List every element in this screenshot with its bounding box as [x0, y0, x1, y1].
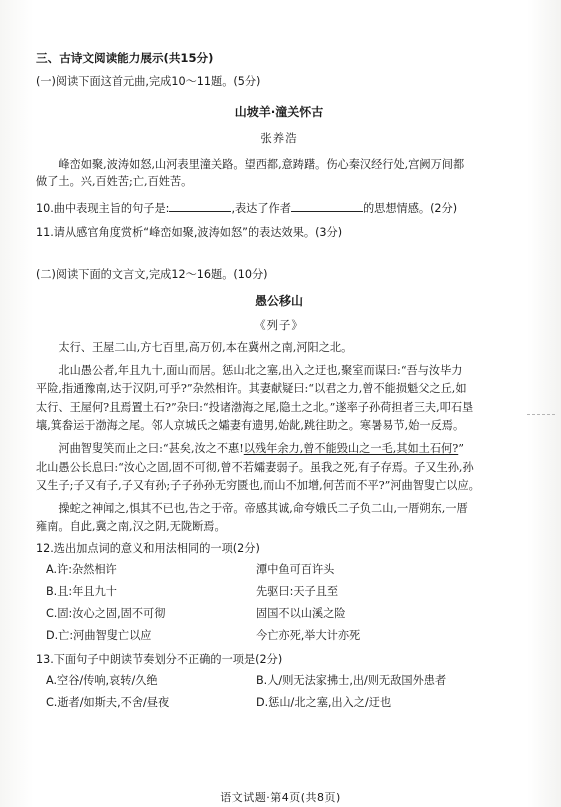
paragraph-1	[36, 339, 522, 358]
option-d-compare: 今亡亦死,举大计亦死	[256, 628, 361, 642]
option-b[interactable]: B.且:年且九十	[46, 584, 117, 598]
section-title: 三、古诗文阅读能力展示(共15分)	[36, 51, 214, 65]
option-b-compare: 先驱曰:天子且至	[256, 584, 339, 598]
option-b[interactable]: B.人/则无法家拂士,出/则无敌国外患者	[256, 673, 447, 687]
paragraph-line: 北山愚公者,年且九十,面山而居。惩山北之塞,出入之迂也,聚室而谋曰:“吾与汝毕力	[58, 363, 463, 377]
q10-text-after: 的思想情感。(2分)	[362, 202, 458, 215]
q10-blank-2[interactable]	[291, 201, 363, 212]
option-c[interactable]: C.固:汝心之固,固不可彻	[46, 606, 166, 620]
q12-options	[36, 562, 522, 644]
paragraph-line: 操蛇之神闻之,惧其不已也,告之于帝。帝感其诚,命夸娥氏二子负二山,一厝朔东,一厝	[58, 501, 468, 515]
paragraph-line: 又生子;子又有子,子又有孙;子子孙孙无穷匮也,而山不加增,何苦而不平?”河曲智叟亡以应。	[36, 479, 480, 493]
paragraph-line: 壤,箕畚运于渤海之尾。邻人京城氏之孀妻有遗男,始龀,跳往助之。寒暑易节,始一反焉。	[36, 419, 465, 433]
option-d[interactable]: D.亡:河曲智叟亡以应	[46, 628, 152, 642]
text-source: 《列子》	[254, 318, 304, 332]
text-title: 愚公移山	[254, 294, 303, 308]
question-11: 11.请从感官角度赏析“峰峦如聚,波涛如怒”的表达效果。(3分)	[36, 226, 343, 239]
scan-artifact	[527, 414, 555, 417]
option-c-compare: 固国不以山溪之险	[256, 606, 346, 620]
paragraph-2	[36, 362, 522, 436]
text-span: ”	[458, 441, 464, 455]
paragraph-line: 北山愚公长息曰:“汝心之固,固不可彻,曾不若孀妻弱子。虽我之死,有子存焉。子又生孙,孙	[36, 460, 474, 474]
paragraph-4	[36, 500, 522, 537]
paragraph-line: 太行、王屋何?且焉置土石?”杂曰:“投诸渤海之尾,隐土之北。”遂率子孙荷担者三夫,叩石垦	[36, 400, 474, 414]
paragraph-line	[36, 440, 522, 459]
question-10	[36, 201, 522, 217]
option-c[interactable]: C.逝者/如斯夫,不舍/昼夜	[46, 695, 170, 709]
paragraph-3	[36, 440, 522, 496]
question-12: 12.选出加点词的意义和用法相同的一项(2分)	[36, 541, 260, 555]
paragraph-line: 雍南。自此,冀之南,汉之阴,无陇断焉。	[36, 520, 226, 534]
q13-options	[36, 673, 522, 711]
option-a[interactable]: A.空谷/传响,哀转/久绝	[46, 673, 158, 687]
q10-text-middle: ,表达了作者	[231, 202, 291, 215]
q10-text-before: 10.曲中表现主旨的句子是:	[36, 202, 170, 215]
underlined-sentence: 以残年余力,曾不能毁山之一毛,其如土石何?	[243, 441, 459, 455]
poem-line: 峰峦如聚,波涛如怒,山河表里潼关路。望西都,意踌躇。伤心秦汉经行处,宫阙万间都	[58, 158, 465, 171]
part1-intro: (一)阅读下面这首元曲,完成10～11题。(5分)	[36, 75, 261, 88]
option-a-compare: 潭中鱼可百许头	[256, 562, 335, 576]
option-a[interactable]: A.许:杂然相许	[46, 562, 117, 576]
option-d[interactable]: D.惩山/北之塞,出入之/迂也	[256, 695, 392, 709]
poem-body	[36, 156, 522, 190]
poem-title: 山坡羊·潼关怀古	[234, 105, 324, 119]
paragraph-line: 太行、王屋二山,方七百里,高万仞,本在冀州之南,河阳之北。	[58, 341, 353, 354]
page-content	[36, 50, 522, 719]
poem-author: 张养浩	[260, 131, 298, 145]
part2-intro: (二)阅读下面的文言文,完成12～16题。(10分)	[36, 268, 268, 281]
q10-blank-1[interactable]	[169, 201, 231, 212]
poem-line: 做了土。兴,百姓苦;亡,百姓苦。	[36, 175, 193, 188]
text-span: 河曲智叟笑而止之曰:“甚矣,汝之不惠!	[58, 441, 244, 455]
question-13: 13.下面句子中朗读节奏划分不正确的一项是(2分)	[36, 652, 283, 666]
page-footer: 语文试题·第4页(共8页)	[220, 791, 341, 804]
paragraph-line: 平险,指通豫南,达于汉阴,可乎?”杂然相许。其妻献疑曰:“以君之力,曾不能损魁父之丘,如	[36, 382, 467, 396]
